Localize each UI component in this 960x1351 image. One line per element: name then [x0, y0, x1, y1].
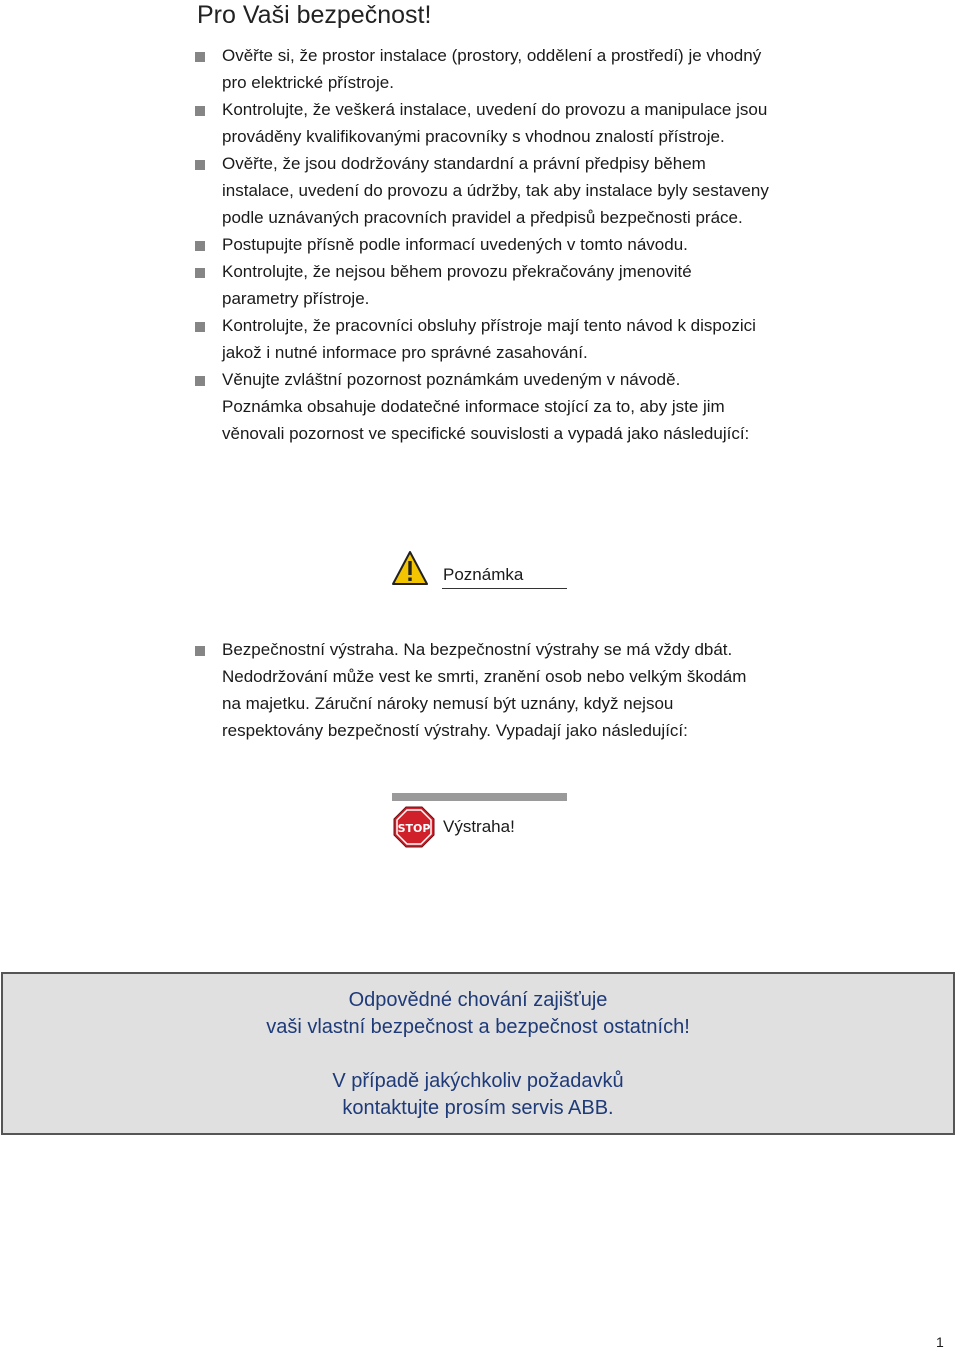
list-item-text: Kontrolujte, že nejsou během provozu překračovány jmenovité parametry přístroje. — [222, 262, 692, 308]
stop-sign-icon — [393, 806, 435, 848]
footer-line: vaši vlastní bezpečnost a bezpečnost ostatních! — [266, 1016, 690, 1038]
footer-line: kontaktujte prosím servis ABB. — [342, 1097, 614, 1119]
note-label: Poznámka — [443, 565, 524, 584]
warning-bar — [392, 793, 567, 801]
list-item — [195, 96, 770, 150]
list-item-text: Bezpečnostní výstraha. Na bezpečnostní výstrahy se má vždy dbát. Nedodržování může vest ke smrti, zranění osob nebo velkým škodám na majetku. Záruční nároky nemusí být uznány, když nejsou respektovány bezpečností výstrahy. Vypadají jako následující: — [222, 640, 747, 740]
list-item — [195, 150, 770, 231]
stop-sign-text: STOP — [397, 822, 431, 835]
square-bullet-icon — [195, 52, 205, 62]
note-description: Poznámka obsahuje dodatečné informace stojící za to, aby jste jim věnovali pozornost ve specifické souvislosti a vypadá jako následující: — [222, 397, 750, 443]
square-bullet-icon — [195, 106, 205, 116]
footer-contact — [3, 1068, 953, 1122]
list-item — [195, 258, 770, 312]
warning-triangle-icon — [392, 550, 428, 586]
list-item-text: Věnujte zvláštní pozornost poznámkám uvedeným v návodě. — [222, 370, 681, 389]
footer-responsibility — [3, 987, 953, 1041]
warning-label: Výstraha! — [443, 817, 515, 836]
square-bullet-icon — [195, 376, 205, 386]
safety-list — [195, 42, 770, 447]
square-bullet-icon — [195, 322, 205, 332]
page-number: 1 — [936, 1334, 944, 1350]
warning-example — [392, 793, 567, 853]
square-bullet-icon — [195, 268, 205, 278]
list-item-text: Ověřte, že jsou dodržovány standardní a právní předpisy během instalace, uvedení do provozu a údržby, tak aby instalace byly sestaveny podle uznávaných pracovních pravidel a předpisů bezpečnosti práce. — [222, 154, 769, 227]
list-item-text: Kontrolujte, že pracovníci obsluhy přístroje mají tento návod k dispozici jakož i nutné informace pro správné zasahování. — [222, 316, 756, 362]
square-bullet-icon — [195, 241, 205, 251]
list-item — [195, 42, 770, 96]
footer-line: Odpovědné chování zajišťuje — [348, 989, 608, 1011]
warning-list — [195, 636, 770, 744]
note-example — [392, 548, 567, 593]
list-item-text: Postupujte přísně podle informací uvedených v tomto návodu. — [222, 235, 688, 254]
page-title: Pro Vaši bezpečnost! — [197, 1, 432, 29]
list-item — [195, 312, 770, 366]
list-item — [195, 636, 770, 744]
footer-line: V případě jakýchkoliv požadavků — [332, 1070, 624, 1092]
note-underline — [442, 588, 567, 589]
list-item-text: Ověřte si, že prostor instalace (prostory, oddělení a prostředí) je vhodný pro elektrické přístroje. — [222, 46, 762, 92]
square-bullet-icon — [195, 646, 205, 656]
list-item — [195, 231, 770, 258]
list-item-text: Kontrolujte, že veškerá instalace, uvedení do provozu a manipulace jsou prováděny kvalifikovanými pracovníky s vhodnou znalostí přístroje. — [222, 100, 768, 146]
footer-notice — [1, 972, 955, 1135]
square-bullet-icon — [195, 160, 205, 170]
list-item — [195, 366, 770, 447]
